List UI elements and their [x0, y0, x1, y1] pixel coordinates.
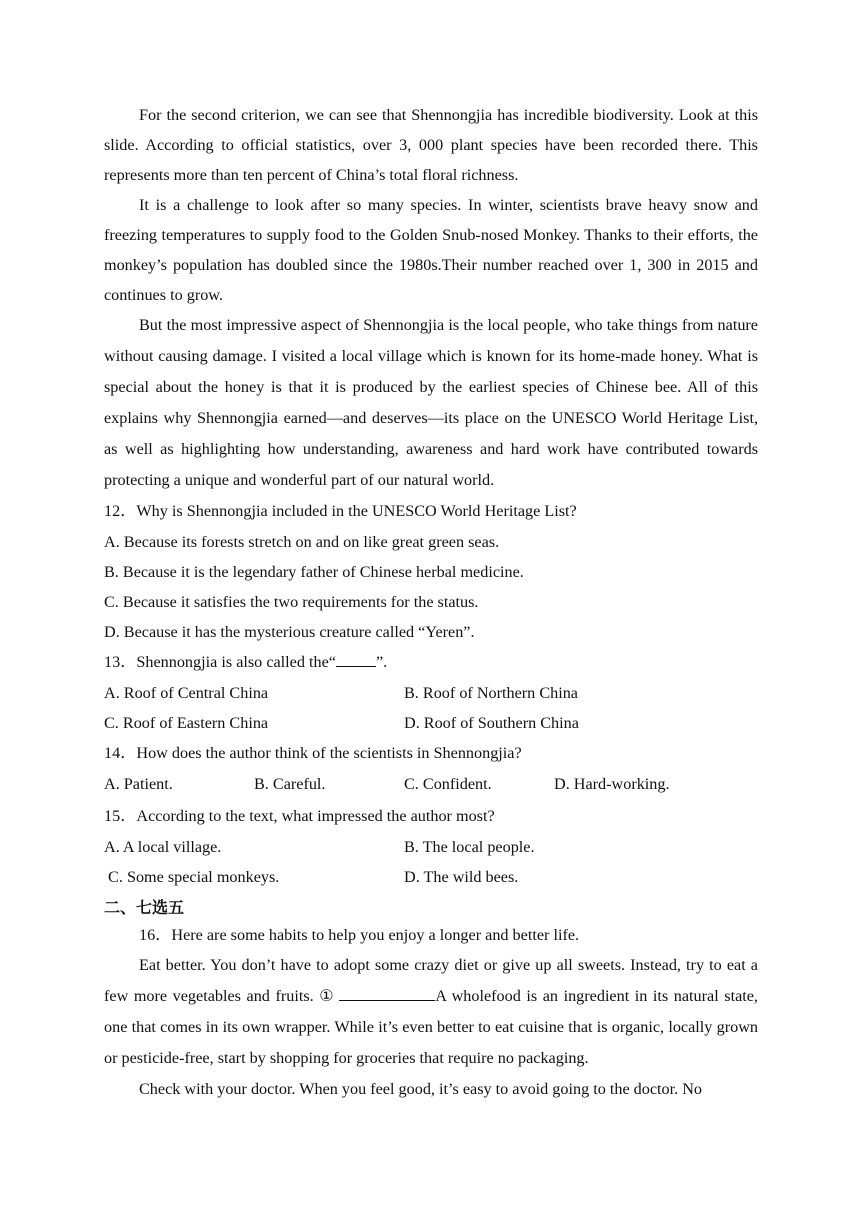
- section2-paragraph-1-after: A wholefood is an ingredient in its natural state, one that comes in its own wrapper. While it’s even better to eat cuisine that is organic, locally grown or pesticide-free, start by shopping for groceries that require no packaging.: [104, 987, 758, 1067]
- question-14-options-row: [104, 769, 758, 801]
- option-text: B. Because it is the legendary father of Chinese herbal medicine.: [104, 563, 524, 581]
- section2-paragraph-1: [104, 950, 758, 1074]
- question-13-stem-after: ”.: [375, 653, 388, 671]
- option-text: A. Because its forests stretch on and on like great green seas.: [104, 533, 500, 551]
- passage-paragraph-1: For the second criterion, we can see that Shennongjia has incredible biodiversity. Look at this slide. According to official statistics, over 3, 000 plant species have been recorded there. This represents more than ten percent of China’s total floral richness.: [104, 106, 758, 184]
- question-13-option-d: D. Roof of Southern China: [404, 714, 579, 732]
- option-text: D. Because it has the mysterious creature called “Yeren”.: [104, 623, 475, 641]
- section2-paragraph-2: Check with your doctor. When you feel good, it’s easy to avoid going to the doctor. No: [139, 1080, 703, 1098]
- question-13-options-row-2: [104, 708, 758, 738]
- answer-blank-1: [339, 982, 435, 1001]
- section2-paragraph-1-before: Eat better. You don’t have to adopt some crazy diet or give up all sweets. Instead, try to eat a few more vegetables and fruits. ①: [104, 956, 758, 1005]
- question-13-option-b: B. Roof of Northern China: [404, 684, 578, 702]
- question-15-option-b: B. The local people.: [404, 838, 535, 856]
- section-heading: 二、七选五: [104, 898, 185, 917]
- question-15-option-c: C. Some special monkeys.: [104, 868, 280, 886]
- question-13-option-a: A. Roof of Central China: [104, 684, 269, 702]
- question-13-stem: [104, 647, 758, 678]
- question-15-options-row-2: [104, 862, 758, 892]
- question-12-option-b: [104, 557, 758, 587]
- question-12-option-a: [104, 527, 758, 557]
- question-15-option-a: A. A local village.: [104, 838, 222, 856]
- passage-paragraph-3: But the most impressive aspect of Shennongjia is the local people, who take things from nature without causing damage. I visited a local village which is known for its home-made honey. What is special about the honey is that it is produced by the earliest species of Chinese bee. All of this explains why Shennongjia earned—and deserves—its place on the UNESCO World Heritage List, as well as highlighting how understanding, awareness and hard work have contributed towards protecting a unique and wonderful part of our natural world.: [104, 316, 758, 489]
- question-14-option-a: A. Patient.: [104, 775, 173, 793]
- option-text: C. Because it satisfies the two requirements for the status.: [104, 593, 479, 611]
- question-14-stem: 14．How does the author think of the scientists in Shennongjia?: [104, 744, 522, 762]
- question-13-options-row-1: [104, 678, 758, 708]
- question-16-intro: 16．Here are some habits to help you enjoy a longer and better life.: [139, 926, 580, 944]
- question-12-option-d: [104, 617, 758, 647]
- question-13-option-c: C. Roof of Eastern China: [104, 714, 269, 732]
- question-14-option-d: D. Hard-working.: [554, 775, 670, 793]
- question-15-options-row-1: [104, 832, 758, 862]
- passage-paragraph-2: It is a challenge to look after so many species. In winter, scientists brave heavy snow and freezing temperatures to supply food to the Golden Snub-nosed Monkey. Thanks to their efforts, the monkey’s population has doubled since the 1980s.Their number reached over 1, 300 in 2015 and continues to grow.: [104, 196, 758, 304]
- question-15-stem: 15．According to the text, what impressed the author most?: [104, 807, 495, 825]
- question-14-option-b: B. Careful.: [254, 775, 326, 793]
- document-page: [104, 100, 758, 1105]
- question-12-option-c: [104, 587, 758, 617]
- question-14-option-c: C. Confident.: [404, 775, 492, 793]
- question-12-stem: 12．Why is Shennongjia included in the UNESCO World Heritage List?: [104, 502, 577, 520]
- answer-blank: [336, 648, 376, 667]
- question-13-stem-before: 13．Shennongjia is also called the“: [104, 653, 336, 671]
- question-15-option-d: D. The wild bees.: [404, 868, 519, 886]
